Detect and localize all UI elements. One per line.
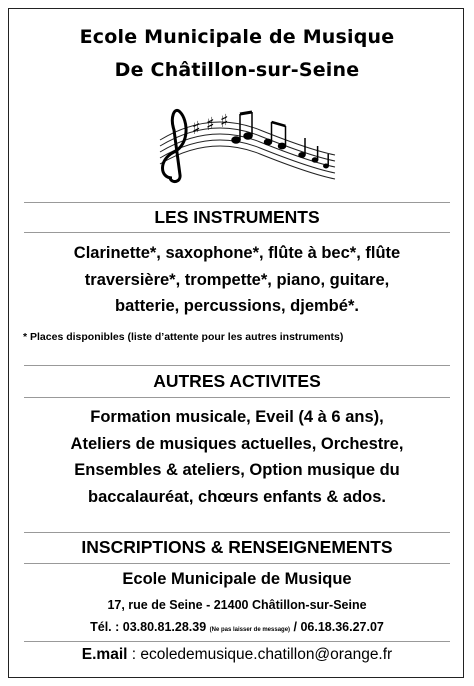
email-address[interactable]: : ecoledemusique.chatillon@orange.fr <box>131 646 393 663</box>
divider <box>24 365 450 366</box>
activities-line: Formation musicale, Eveil (4 à 6 ans), <box>90 408 384 426</box>
instruments-list <box>20 240 454 320</box>
activities-line: baccalauréat, chœurs enfants & ados. <box>87 487 386 506</box>
music-notes-illustration <box>150 100 340 185</box>
contact-school-name: Ecole Municipale de Musique <box>122 570 352 588</box>
note-icons <box>232 112 328 168</box>
contact-address: 17, rue de Seine - 21400 Châtillon-sur-Seine <box>107 598 367 612</box>
activities-line: Ensembles & ateliers, Option musique du <box>74 461 400 479</box>
sharp-icon: ♯ <box>206 114 215 135</box>
availability-note: * Places disponibles (liste d’attente pour les autres instruments) <box>23 331 344 343</box>
contact-heading: INSCRIPTIONS & RENSEIGNEMENTS <box>81 537 393 557</box>
instruments-heading: LES INSTRUMENTS <box>154 207 320 227</box>
email-label: E.mail <box>81 646 128 663</box>
school-title-line1: Ecole Municipale de Musique <box>79 26 395 48</box>
sharp-icon: ♯ <box>220 111 229 132</box>
treble-clef-icon <box>163 110 187 181</box>
instruments-line: traversière*, trompette*, piano, guitare, <box>84 270 390 289</box>
activities-heading: AUTRES ACTIVITES <box>153 371 321 391</box>
contact-phone <box>0 620 474 634</box>
activities-line: Ateliers de musiques actuelles, Orchestre, <box>70 434 404 453</box>
divider <box>24 397 450 398</box>
phone-main: Tél. : 03.80.81.28.39 <box>90 620 207 634</box>
activities-list <box>20 404 454 510</box>
instruments-line: Clarinette*, saxophone*, flûte à bec*, flûte <box>73 244 401 262</box>
instruments-line: batterie, percussions, djembé*. <box>115 297 359 315</box>
divider <box>24 563 450 564</box>
divider <box>24 202 450 203</box>
divider <box>24 641 450 642</box>
divider <box>24 532 450 533</box>
phone-mobile: / 06.18.36.27.07 <box>293 620 384 634</box>
school-title-line2: De Châtillon-sur-Seine <box>114 59 360 81</box>
contact-email <box>0 646 474 664</box>
sharp-icon: ♯ <box>192 118 201 139</box>
phone-note: (Ne pas laisser de message) <box>209 627 291 633</box>
divider <box>24 232 450 233</box>
